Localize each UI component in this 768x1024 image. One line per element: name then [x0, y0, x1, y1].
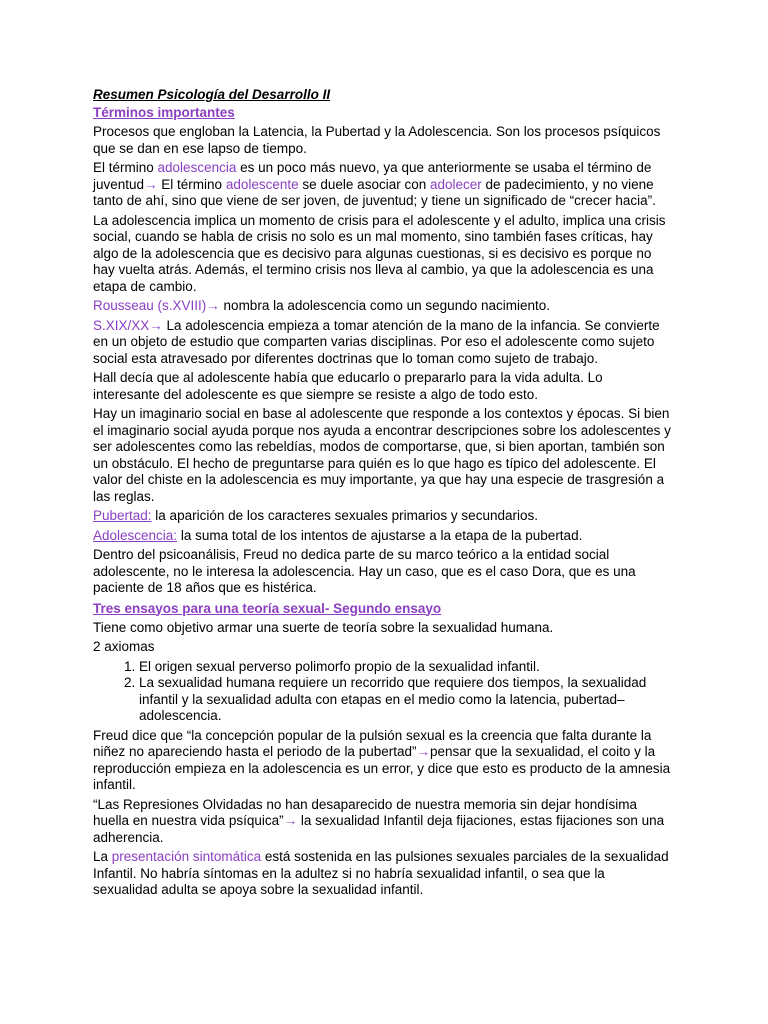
axiom-list	[93, 659, 674, 725]
paragraph-crisis: La adolescencia implica un momento de crisis para el adolescente y el adulto, implica una crisis social, cuando se habla de crisis no solo es un mal momento, sino también fases críticas, hay algo de la adolescencia que es decisivo para algunas cuestionas, si es decisivo es porque no hay vuelta atrás. Además, el termino crisis nos lleva al cambio, ya que la adolescencia es una etapa de cambio.	[93, 212, 666, 294]
paragraph-freud-dice: Freud dice que “la concepción popular de la pulsión sexual es la creencia que falta durante la niñez no apareciendo hasta el periodo de la pubertad”→pensar que la sexualidad, el coito y la reproducción empieza en la adolescencia es un error, y dice que esto es producto de la amnesia infantil.	[93, 727, 671, 792]
list-item: 1. El origen sexual perverso polimorfo propio de la sexualidad infantil.	[139, 659, 674, 676]
list-item: 2. La sexualidad humana requiere un recorrido que requiere dos tiempos, la sexualidad infantil y la sexualidad adulta con etapas en el medio como la latencia, pubertad–adolescencia.	[139, 675, 674, 725]
paragraph-hall: Hall decía que al adolescente había que educarlo o prepararlo para la vida adulta. Lo interesante del adolescente es que siempre se resiste a algo de todo esto.	[93, 370, 603, 402]
arrow-icon: →	[416, 744, 430, 759]
paragraph-pubertad: Pubertad: la aparición de los caracteres sexuales primarios y secundarios.	[93, 508, 538, 523]
arrow-icon: →	[144, 176, 158, 192]
term-adolescencia-def: Adolescencia:	[93, 527, 178, 543]
paragraph-presentacion: La presentación sintomática está sostenida en las pulsiones sexuales parciales de la sexualidad Infantil. No habría síntomas en la adultez si no habría sexualidad infantil, o sea que la sexualidad adulta se apoya sobre la sexualidad infantil.	[93, 849, 669, 897]
section-heading-tres-ensayos: Tres ensayos para una teoría sexual- Segundo ensayo	[93, 600, 442, 616]
term-presentacion-sintomatica: presentación sintomática	[111, 849, 262, 864]
paragraph-adolescencia-def: Adolescencia: la suma total de los intentos de ajustarse a la etapa de la pubertad.	[93, 527, 583, 543]
term-adolescencia: adolescencia	[157, 160, 237, 175]
paragraph-axiomas: 2 axiomas	[93, 639, 155, 654]
term-adolescente: adolescente	[225, 176, 299, 192]
paragraph-objetivo: Tiene como objetivo armar una suerte de teoría sobre la sexualidad humana.	[93, 619, 554, 635]
document-title: Resumen Psicología del Desarrollo II	[93, 87, 331, 102]
paragraph-imaginario: Hay un imaginario social en base al adolescente que responde a los contextos y épocas. Si bien el imaginario social ayuda porque nos ayuda a encontrar descripciones sobre los adolescentes y ser adolescentes como las rebeldías, modos de comportarse, que, si bien aportan, también son un obstáculo. El hecho de preguntarse para quién es lo que hago es típico del adolescente. El valor del chiste en la adolescencia es muy importante, ya que hay una especie de trasgresión a las reglas.	[93, 406, 671, 504]
paragraph-procesos: Procesos que engloban la Latencia, la Pubertad y la Adolescencia. Son los procesos psíquicos que se dan en ese lapso de tiempo.	[93, 124, 661, 156]
paragraph-psicoanalisis: Dentro del psicoanálisis, Freud no dedica parte de su marco teórico a la entidad social adolescente, no le interesa la adolescencia. Hay un caso, que es el caso Dora, que es una paciente de 18 años que es histérica.	[93, 547, 636, 595]
paragraph-termino-adolescencia: El término adolescencia es un poco más nuevo, ya que anteriormente se usaba el término de juventud→ El término adolescente se duele asociar con adolecer de padecimiento, y no viene tanto de ahí, sino que viene de ser joven, de juventud; y tiene un significado de “crecer hacia”.	[93, 160, 656, 208]
paragraph-rousseau: Rousseau (s.XVIII)→ nombra la adolescencia como un segundo nacimiento.	[93, 298, 550, 313]
term-adolecer: adolecer	[429, 176, 482, 192]
section-heading-terminos: Términos importantes	[93, 105, 235, 120]
term-pubertad: Pubertad:	[93, 508, 152, 523]
term-rousseau: Rousseau (s.XVIII)→	[93, 298, 220, 313]
paragraph-represiones: “Las Represiones Olvidadas no han desaparecido de nuestra memoria sin dejar hondísima huella en nuestra vida psíquica”→ la sexualidad Infantil deja fijaciones, estas fijaciones son una adherencia.	[93, 796, 665, 845]
paragraph-sxix: S.XIX/XX→ La adolescencia empieza a tomar atención de la mano de la infancia. Se convierte en un objeto de estudio que comparten varias disciplinas. Por eso el adolescente como sujeto social esta atravesado por diferentes doctrinas que lo toman como sujeto de trabajo.	[93, 317, 660, 366]
term-sxix: S.XIX/XX→	[93, 317, 163, 333]
arrow-icon: →	[283, 813, 298, 828]
